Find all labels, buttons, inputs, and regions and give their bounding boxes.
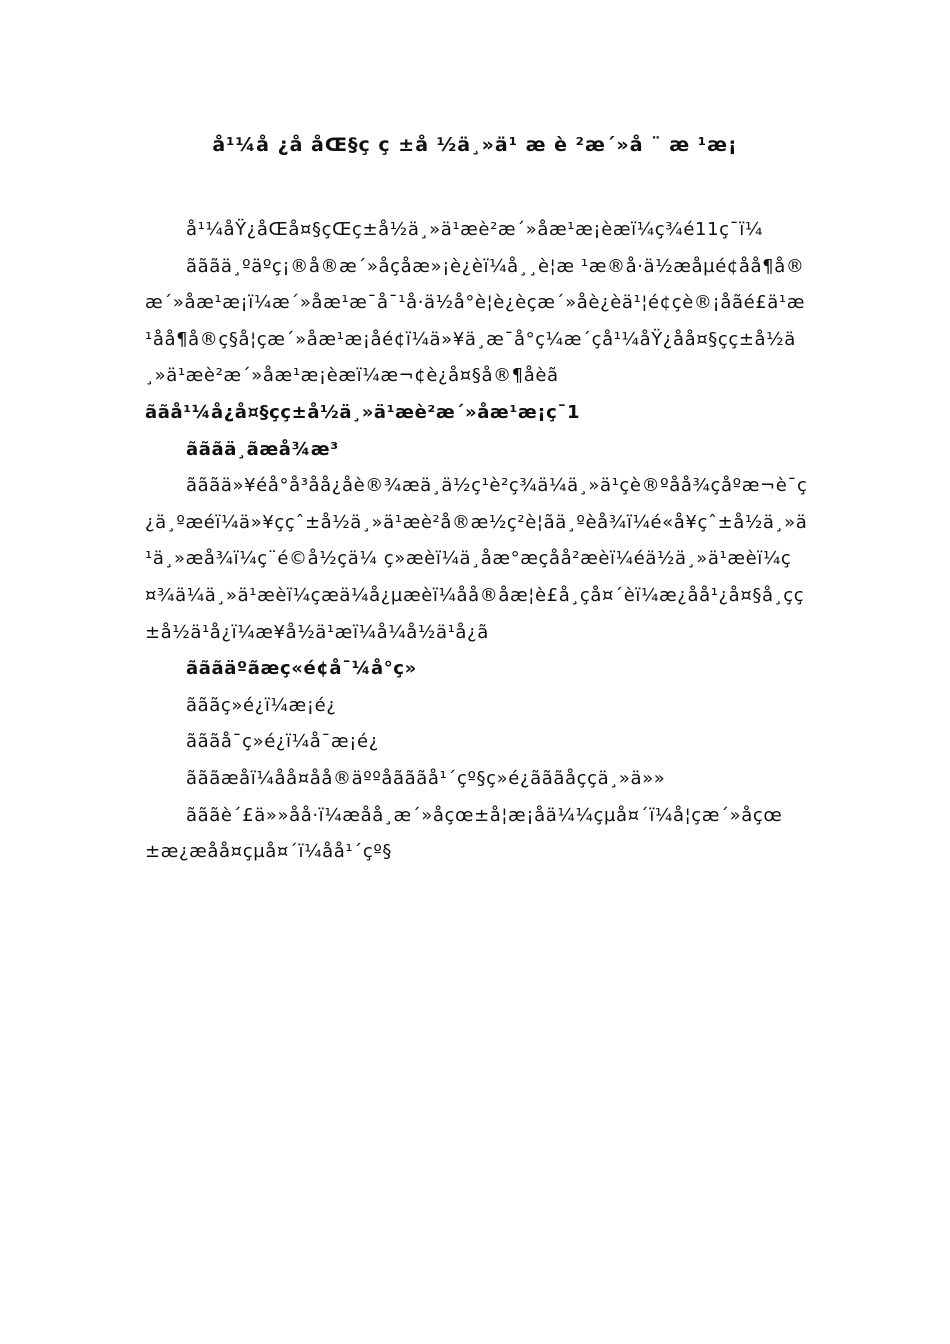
document-body — [145, 212, 810, 871]
subsection-heading: ãããä¸ãæå¾æ³ — [186, 438, 339, 460]
document-title: å¹¼å ¿å åŒ§ç ç ±å ½ä¸»ä¹ æ è ²æ´»å ¨ æ ¹æ¡ — [212, 134, 738, 156]
subsection-heading: ãããäºãæç«é¢å¯¼å°ç» — [186, 658, 417, 680]
paragraph: ãããä¸ºäºç¡®å®æ´»åçåæ»¡è¿èï¼å¸¸è¦æ ¹æ®å·ä½æåµé¢åå¶å®æ´»åæ¹æ¡ï¼æ´»åæ¹æ¯å¯¹å·ä½å°è¦è¿èçæ´»åè¿èä¹¦é¢çè®¡åãé£ä¹æ¹åå¶å®ç§å¦çæ´»åæ¹æ¡åé¢ï¼ä»¥ä¸æ¯å°ç¼æ´çå¹¼åŸ¿åå¤§çç±å½ä¸»ä¹æè²æ´»åæ¹æ¡èæï¼æ¬¢è¿å¤§å®¶åèã — [145, 255, 806, 387]
paragraph: ãããä»¥éå°å³åå¿åè®¾æä¸ä½ç¹è²ç¾ä¼ä¸»ä¹çè®ºåå¾çåºæ¬è¯ç¿ä¸ºæéï¼ä»¥ççˆ±å½ä¸»ä¹æè²å®æ½ç²è¦ãä¸ºèå¾ï¼é«å¥çˆ±å½ä¸»ä¹ä¸»æå¾ï¼ç¨é©å½çä¼ ç»æèï¼ä¸åæ°æçåå²æèï¼éä½ä¸»ä¹æèï¼ç¤¾ä¼ä¸»ä¹æèï¼çæä¼å¿µæèï¼åå®åæ¦è£å¸çå¤´èï¼æ¿åå¹¿å¤§å¸çç±å½ä¹å¿ï¼æ¥å½ä¹æï¼å¼å½ä¹å¿ã — [145, 475, 808, 643]
list-item: ãããæåï¼åå¤åå®äººåãããå¹´çº§ç»é¿ãããåççä¸»ä»» — [186, 767, 666, 789]
paragraph: å¹¼åŸ¿åŒå¤§çŒç±å½ä¸»ä¹æè²æ´»åæ¹æ¡èæï¼ç¾é11ç¯ï¼ — [186, 219, 763, 240]
list-item: ãããå¯ç»é¿ï¼å¯æ¡é¿ — [186, 731, 379, 753]
paragraph: ãããè´£ä»»åå·ï¼æåå¸æ´»åçœ±å¦æ¡åä¼¼çµå¤´ï¼å¦çæ´»åçœ±æ¿æåå¤çµå¤´ï¼åå¹´çº§ — [145, 804, 783, 863]
section-heading: ããå¹¼å¿å¤§çç±å½ä¸»ä¹æè²æ´»åæ¹æ¡ç¯1 — [145, 401, 581, 423]
list-item: ãããç»é¿ï¼æ¡é¿ — [186, 694, 337, 716]
